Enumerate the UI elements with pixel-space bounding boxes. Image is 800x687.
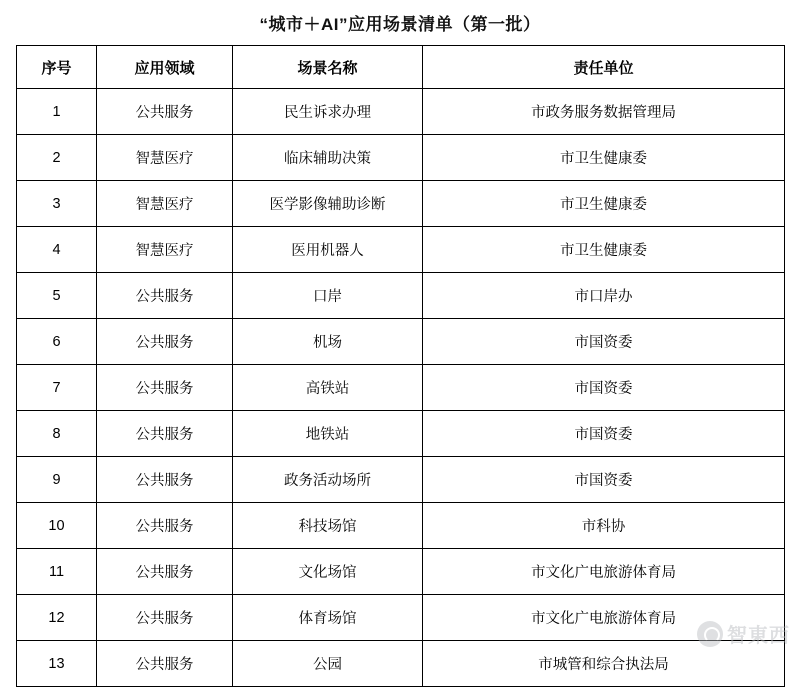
cell-unit: 市科协 — [423, 503, 785, 549]
cell-scene: 公园 — [233, 641, 423, 687]
cell-field: 公共服务 — [97, 365, 233, 411]
table-container — [0, 45, 800, 687]
cell-scene: 科技场馆 — [233, 503, 423, 549]
table-row — [17, 549, 785, 595]
cell-field: 公共服务 — [97, 595, 233, 641]
cell-field: 智慧医疗 — [97, 181, 233, 227]
table-row — [17, 365, 785, 411]
cell-scene: 医学影像辅助诊断 — [233, 181, 423, 227]
cell-unit: 市国资委 — [423, 319, 785, 365]
cell-scene: 机场 — [233, 319, 423, 365]
table-row — [17, 227, 785, 273]
cell-scene: 政务活动场所 — [233, 457, 423, 503]
column-header-scene: 场景名称 — [233, 46, 423, 89]
cell-unit: 市城管和综合执法局 — [423, 641, 785, 687]
table-row — [17, 411, 785, 457]
column-header-field: 应用领域 — [97, 46, 233, 89]
cell-field: 公共服务 — [97, 89, 233, 135]
table-row — [17, 181, 785, 227]
cell-no: 13 — [17, 641, 97, 687]
cell-unit: 市卫生健康委 — [423, 181, 785, 227]
cell-field: 公共服务 — [97, 411, 233, 457]
cell-scene: 文化场馆 — [233, 549, 423, 595]
cell-no: 10 — [17, 503, 97, 549]
table-row — [17, 319, 785, 365]
cell-no: 11 — [17, 549, 97, 595]
page-title: “城市＋AI”应用场景清单（第一批） — [259, 15, 541, 34]
cell-scene: 体育场馆 — [233, 595, 423, 641]
column-header-unit: 责任单位 — [423, 46, 785, 89]
cell-scene: 口岸 — [233, 273, 423, 319]
cell-no: 5 — [17, 273, 97, 319]
cell-unit: 市文化广电旅游体育局 — [423, 595, 785, 641]
cell-field: 公共服务 — [97, 549, 233, 595]
table-row — [17, 641, 785, 687]
cell-scene: 地铁站 — [233, 411, 423, 457]
table-row — [17, 595, 785, 641]
cell-field: 公共服务 — [97, 457, 233, 503]
cell-no: 6 — [17, 319, 97, 365]
cell-unit: 市国资委 — [423, 457, 785, 503]
table-row — [17, 503, 785, 549]
cell-unit: 市卫生健康委 — [423, 135, 785, 181]
cell-unit: 市政务服务数据管理局 — [423, 89, 785, 135]
table-row — [17, 89, 785, 135]
cell-unit: 市卫生健康委 — [423, 227, 785, 273]
cell-no: 3 — [17, 181, 97, 227]
table-body — [17, 89, 785, 687]
cell-unit: 市国资委 — [423, 411, 785, 457]
cell-scene: 高铁站 — [233, 365, 423, 411]
cell-field: 公共服务 — [97, 319, 233, 365]
cell-no: 12 — [17, 595, 97, 641]
cell-field: 智慧医疗 — [97, 135, 233, 181]
cell-scene: 民生诉求办理 — [233, 89, 423, 135]
cell-unit: 市国资委 — [423, 365, 785, 411]
cell-no: 1 — [17, 89, 97, 135]
cell-no: 8 — [17, 411, 97, 457]
cell-scene: 临床辅助决策 — [233, 135, 423, 181]
scene-list-table — [16, 45, 785, 687]
cell-no: 9 — [17, 457, 97, 503]
cell-unit: 市文化广电旅游体育局 — [423, 549, 785, 595]
cell-no: 4 — [17, 227, 97, 273]
table-header — [17, 46, 785, 89]
cell-field: 公共服务 — [97, 503, 233, 549]
table-row — [17, 457, 785, 503]
cell-no: 2 — [17, 135, 97, 181]
cell-unit: 市口岸办 — [423, 273, 785, 319]
table-header-row — [17, 46, 785, 89]
cell-field: 智慧医疗 — [97, 227, 233, 273]
cell-field: 公共服务 — [97, 273, 233, 319]
table-row — [17, 135, 785, 181]
watermark-text: 智東西 — [727, 625, 790, 647]
cell-no: 7 — [17, 365, 97, 411]
cell-field: 公共服务 — [97, 641, 233, 687]
table-row — [17, 273, 785, 319]
column-header-no: 序号 — [17, 46, 97, 89]
cell-scene: 医用机器人 — [233, 227, 423, 273]
